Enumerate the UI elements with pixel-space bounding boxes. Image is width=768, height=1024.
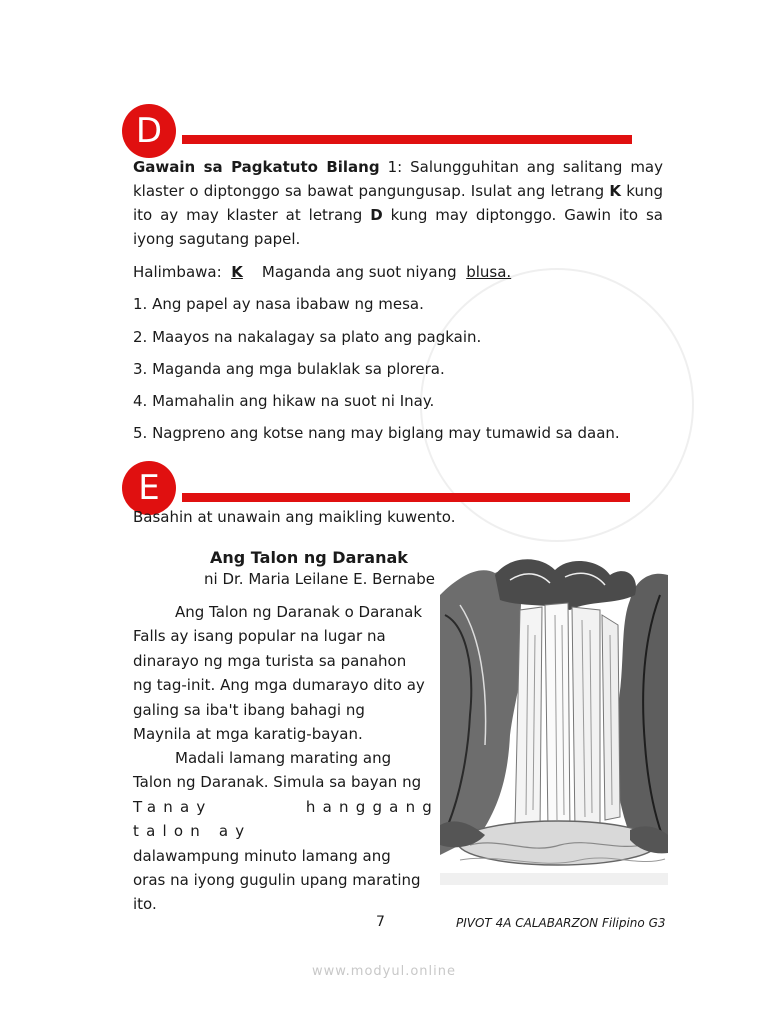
story-line: Talon ng Daranak. Simula sa bayan ng: [133, 773, 422, 792]
list-item: 1. Ang papel ay nasa ibabaw ng mesa.: [133, 295, 424, 313]
story-line: Falls ay isang popular na lugar na: [133, 627, 386, 646]
list-item: 3. Maganda ang mga bulaklak sa plorera.: [133, 360, 445, 378]
example-underlined-word: blusa.: [466, 263, 512, 281]
list-item: 2. Maayos na nakalagay sa plato ang pagkain.: [133, 328, 482, 346]
instructions-text-3: kung may diptonggo. Gawin ito sa iyong sagutang papel.: [133, 206, 663, 248]
example-answer: K: [231, 263, 243, 281]
letter-k: K: [609, 182, 621, 200]
section-e-bar: [182, 493, 630, 502]
example-label: Halimbawa:: [133, 263, 222, 281]
letter-d: D: [370, 206, 383, 224]
example-line: [133, 262, 511, 282]
section-d-header: [122, 104, 642, 160]
instructions-text-2: kung ito ay may klaster at letrang: [133, 182, 663, 224]
page-number: 7: [376, 914, 385, 930]
example-sentence: Maganda ang suot niyang: [261, 263, 457, 281]
story-line: dalawampung minuto lamang ang: [133, 846, 391, 865]
story-author: ni Dr. Maria Leilane E. Bernabe: [204, 570, 435, 588]
activity-number: 1:: [387, 158, 403, 176]
section-e-instruction: Basahin at unawain ang maikling kuwento.: [133, 508, 456, 526]
story-line: ito.: [133, 895, 157, 914]
site-watermark: www.modyul.online: [311, 964, 457, 979]
story-line: Tanay hanggang talon ay: [133, 797, 439, 841]
section-d-badge: D: [122, 104, 176, 158]
story-line: Ang Talon ng Daranak o Daranak: [175, 603, 423, 621]
story-line: oras na iyong gugulin upang marating: [133, 871, 421, 890]
list-item: 4. Mamahalin ang hikaw na suot ni Inay.: [133, 392, 435, 410]
section-d-bar: [182, 135, 632, 144]
instructions-text-1: Salungguhitan ang salitang may klaster o diptonggo sa bawat pangungusap. Isulat ang letrang: [133, 158, 663, 200]
waterfall-illustration: [440, 555, 668, 885]
story-line: dinarayo ng mga turista sa panahon: [133, 651, 407, 670]
activity-instructions: [133, 155, 663, 251]
story-line: Madali lamang marating ang: [175, 749, 392, 767]
activity-title: Gawain sa Pagkatuto Bilang: [133, 158, 380, 176]
story-title: Ang Talon ng Daranak: [210, 548, 408, 567]
story-line: galing sa iba't ibang bahagi ng: [133, 700, 365, 719]
list-item: 5. Nagpreno ang kotse nang may biglang may tumawid sa daan.: [133, 424, 620, 442]
module-footer: PIVOT 4A CALABARZON Filipino G3: [456, 916, 666, 930]
story-paragraph-2: [133, 746, 439, 917]
section-e-badge: E: [122, 461, 176, 515]
story-line: ng tag-init. Ang mga dumarayo dito ay: [133, 676, 425, 695]
story-paragraph-1: [133, 600, 439, 746]
story-line: Maynila at mga karatig-bayan.: [133, 725, 363, 744]
